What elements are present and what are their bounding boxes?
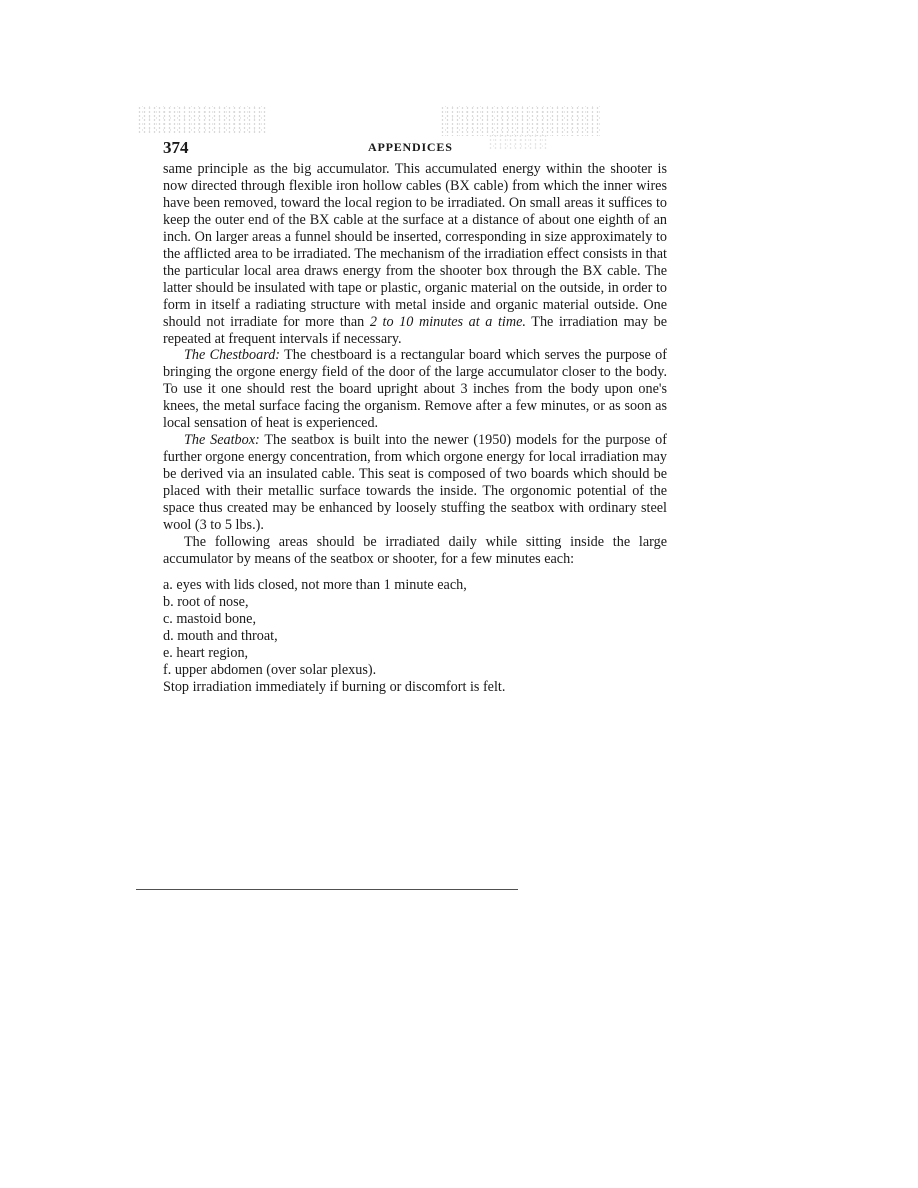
chestboard-label: The Chestboard: <box>184 347 281 364</box>
list-item: a. eyes with lids closed, not more than 1 minute each, <box>163 576 467 593</box>
list-item: d. mouth and throat, <box>163 627 278 644</box>
closing-line: Stop irradiation immediately if burning or discomfort is felt. <box>163 678 506 695</box>
list-item: e. heart region, <box>163 644 249 661</box>
list-item: f. upper abdomen (over solar plexus). <box>163 661 377 678</box>
chestboard-text: The chestboard is a rectangular board which serves the purpose of bringing the orgone energy field of the door of the large accumulator closer to the body. To use it one should rest the board upright about 3 inches from the body upon one's knees, the metal surface facing the organism. Remove after a few minutes, or as soon as local sensation of heat is experienced. <box>163 347 667 432</box>
paragraph <box>163 161 667 347</box>
paragraph-areas-intro: The following areas should be irradiated daily while sitting inside the large accumulator by means of the seatbox or shooter, for a few minutes each: <box>163 533 667 567</box>
seatbox-label: The Seatbox: <box>184 432 260 449</box>
scan-noise <box>488 134 548 150</box>
running-head: APPENDICES <box>368 140 453 154</box>
paragraph-chestboard <box>163 347 667 432</box>
list-item: b. root of nose, <box>163 593 249 610</box>
irradiation-areas-list <box>163 577 667 679</box>
seatbox-text: The seatbox is built into the newer (1950) models for the purpose of further orgone energy concentration, from which orgone energy for local irradiation may be derived via an insulated cable. This seat is composed of two boards which should be placed with their metallic surface towards the inside. The orgonomic potential of the space thus created may be enhanced by loosely stuffing the seatbox with ordinary steel wool (3 to 5 lbs.). <box>163 432 668 534</box>
list-item: c. mastoid bone, <box>163 610 256 627</box>
paragraph-seatbox <box>163 432 667 534</box>
paragraph-text-end: The irradiation may be repeated at frequent intervals if necessary. <box>163 313 668 347</box>
body-text <box>163 161 667 696</box>
emphasis-duration: 2 to 10 minutes at a time. <box>369 313 526 330</box>
page-number: 374 <box>163 138 189 157</box>
paragraph-text: same principle as the big accumulator. This accumulated energy within the shooter is now directed through flexible iron hollow cables (BX cable) from which the inner wires have been removed, toward the local region to be irradiated. On small areas it suffices to keep the outer end of the BX cable at the surface at a distance of about one eighth of an inch. On larger areas a funnel should be inserted, corresponding in size approximately to the afflicted area to be irradiated. The mechanism of the irradiation effect consists in that the particular local area draws energy from the shooter box through the BX cable. The latter should be insulated with tape or plastic, organic material on the outside, in order to form in itself a radiating structure with metal inside and organic material outside. One should not irradiate for more than <box>163 161 667 330</box>
scan-noise <box>137 106 267 134</box>
scan-noise <box>440 106 600 136</box>
footnote-rule <box>136 889 518 890</box>
